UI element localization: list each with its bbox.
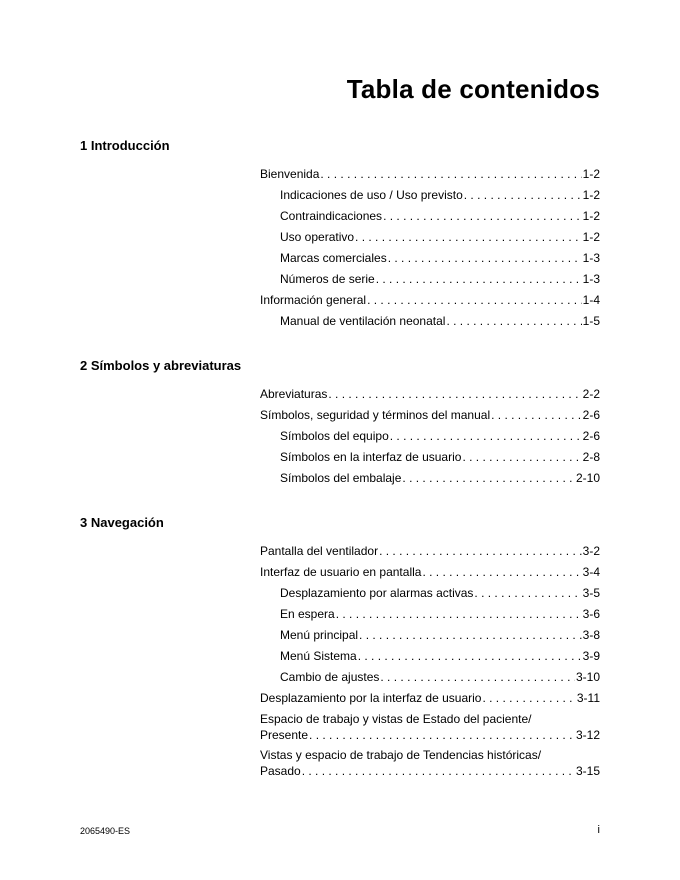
leader-dots	[367, 292, 582, 308]
toc-entry-page: 3-15	[575, 764, 600, 778]
toc-entry-label: Bienvenida	[260, 167, 320, 181]
toc-entry-page: 2-8	[582, 450, 600, 464]
toc-entry-label: Marcas comerciales	[280, 251, 387, 265]
toc-entry-page: 3-9	[582, 649, 600, 663]
toc-entry[interactable]	[280, 585, 600, 601]
toc-entry[interactable]	[280, 606, 600, 622]
leader-dots	[491, 407, 582, 423]
toc-entry[interactable]	[260, 166, 600, 182]
leader-dots	[474, 585, 581, 601]
toc-entry[interactable]	[280, 648, 600, 664]
toc-entry-page: 3-10	[575, 670, 600, 684]
toc-entry-page: 3-6	[582, 607, 600, 621]
toc-entry-label: Indicaciones de uso / Uso previsto	[280, 188, 463, 202]
toc-entry-page: 1-4	[582, 293, 600, 307]
toc-entry-label: Símbolos en la interfaz de usuario	[280, 450, 462, 464]
toc-entry-page: 2-6	[582, 408, 600, 422]
toc-entry-label: Símbolos del embalaje	[280, 471, 402, 485]
leader-dots	[358, 648, 582, 664]
toc-entry[interactable]	[260, 386, 600, 402]
toc-entry-label: Cambio de ajustes	[280, 670, 380, 684]
toc-entry-page: 3-8	[582, 628, 600, 642]
leader-dots	[462, 449, 581, 465]
toc-entry-label: Abreviaturas	[260, 387, 328, 401]
toc-entry[interactable]	[280, 470, 600, 486]
leader-dots	[422, 564, 581, 580]
leader-dots	[359, 627, 582, 643]
toc-entry-page: 1-3	[582, 251, 600, 265]
toc-entry[interactable]	[260, 564, 600, 580]
toc-entry-label: Contraindicaciones	[280, 209, 383, 223]
toc-entry[interactable]	[260, 407, 600, 423]
toc-entry[interactable]	[280, 229, 600, 245]
leader-dots	[379, 543, 582, 559]
toc-entry[interactable]	[260, 690, 600, 706]
leader-dots	[482, 690, 575, 706]
toc-entry-page: 3-5	[582, 586, 600, 600]
toc-entry-label: Pasado	[260, 764, 301, 778]
toc-entry[interactable]	[280, 313, 600, 329]
leader-dots	[380, 669, 575, 685]
toc-entry-label: Uso operativo	[280, 230, 355, 244]
toc-entry-page: 3-12	[575, 728, 600, 742]
toc-entry-page: 2-6	[582, 429, 600, 443]
toc-entry-page: 2-2	[582, 387, 600, 401]
chapter-heading: 1 Introducción	[80, 138, 170, 153]
chapter-heading: 2 Símbolos y abreviaturas	[80, 358, 242, 373]
toc-entry[interactable]	[280, 449, 600, 465]
leader-dots	[336, 606, 582, 622]
footer-page-number: i	[597, 824, 600, 836]
leader-dots	[464, 187, 582, 203]
toc-entry-label: Menú principal	[280, 628, 359, 642]
toc-entry-label: Menú Sistema	[280, 649, 357, 663]
toc-entry[interactable]	[260, 711, 600, 743]
toc-entry-label: Manual de ventilación neonatal	[280, 314, 446, 328]
toc-entry-label: Espacio de trabajo y vistas de Estado del paciente/	[260, 712, 532, 726]
leader-dots	[355, 229, 582, 245]
chapter-heading: 3 Navegación	[80, 515, 164, 530]
leader-dots	[390, 428, 582, 444]
toc-entry-label: Números de serie	[280, 272, 375, 286]
leader-dots	[309, 727, 575, 743]
leader-dots	[376, 271, 582, 287]
leader-dots	[320, 166, 581, 182]
toc-entry-page: 3-4	[582, 565, 600, 579]
toc-entry-label: Pantalla del ventilador	[260, 544, 379, 558]
toc-entry-page: 1-2	[582, 209, 600, 223]
toc-entry-page: 2-10	[575, 471, 600, 485]
toc-entry[interactable]	[280, 669, 600, 685]
leader-dots	[388, 250, 582, 266]
toc-entry[interactable]	[260, 543, 600, 559]
toc-entry[interactable]	[280, 271, 600, 287]
toc-entry-label: En espera	[280, 607, 335, 621]
leader-dots	[328, 386, 581, 402]
toc-entry[interactable]	[280, 187, 600, 203]
page-title: Tabla de contenidos	[346, 74, 600, 104]
leader-dots	[446, 313, 581, 329]
toc-entry-page: 1-2	[582, 230, 600, 244]
leader-dots	[402, 470, 575, 486]
toc-entry-label: Interfaz de usuario en pantalla	[260, 565, 422, 579]
toc-entry[interactable]	[280, 428, 600, 444]
toc-entry[interactable]	[280, 250, 600, 266]
toc-entry-label: Símbolos del equipo	[280, 429, 389, 443]
toc-entry-label: Información general	[260, 293, 367, 307]
toc-entry-label: Presente	[260, 728, 309, 742]
leader-dots	[302, 763, 575, 779]
footer-doc-number: 2065490-ES	[80, 826, 131, 836]
toc-entry-page: 1-2	[582, 167, 600, 181]
toc-entry-page: 1-2	[582, 188, 600, 202]
toc-entry-page: 3-11	[576, 691, 600, 705]
toc-entry-page: 1-3	[582, 272, 600, 286]
toc-entry[interactable]	[260, 747, 600, 779]
toc-entry[interactable]	[280, 208, 600, 224]
toc-entry[interactable]	[260, 292, 600, 308]
toc-entry-label: Desplazamiento por la interfaz de usuario	[260, 691, 482, 705]
toc-entry-page: 1-5	[582, 314, 600, 328]
toc-entry-page: 3-2	[582, 544, 600, 558]
toc-entry-label: Desplazamiento por alarmas activas	[280, 586, 474, 600]
toc-entry[interactable]	[280, 627, 600, 643]
toc-entry-label: Vistas y espacio de trabajo de Tendencias históricas/	[260, 748, 542, 762]
toc-entry-label: Símbolos, seguridad y términos del manual	[260, 408, 491, 422]
leader-dots	[383, 208, 582, 224]
